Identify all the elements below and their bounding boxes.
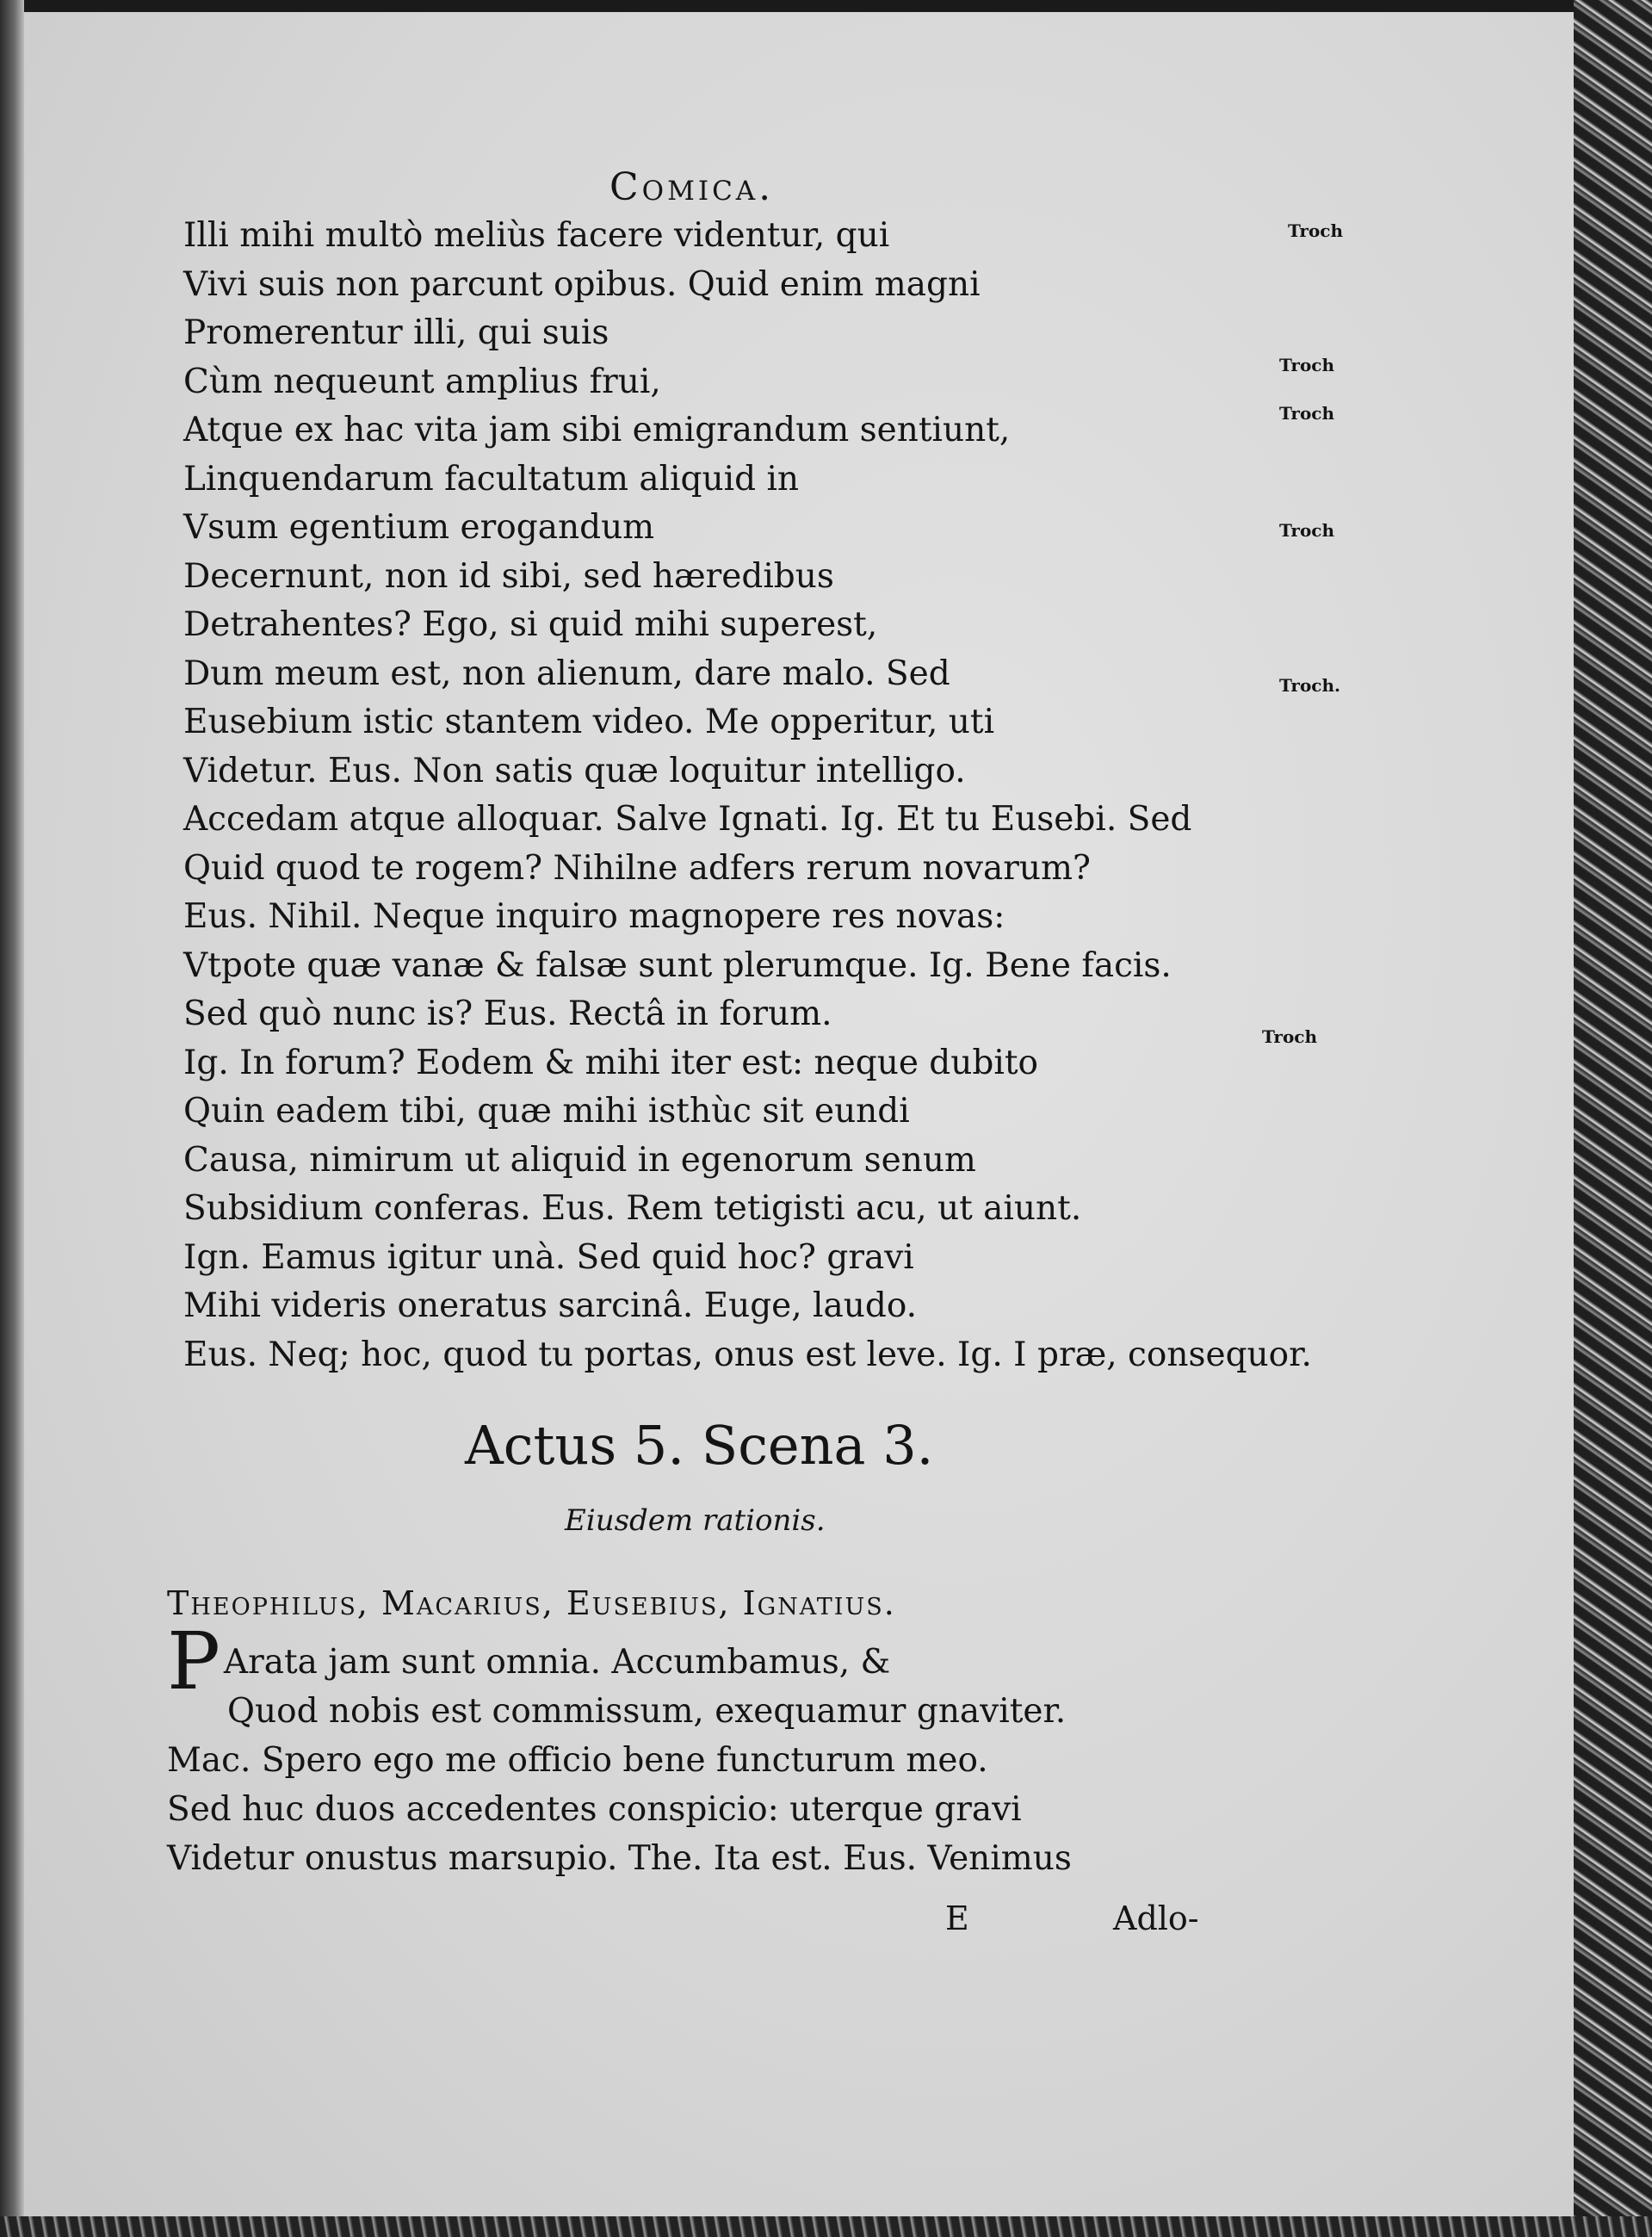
act-subheading: Eiusdem rationis. (565, 1503, 826, 1538)
margin-note-troch: Troch (1262, 1026, 1318, 1047)
verse-line: Dum meum est, non alienum, dare malo. Sed (183, 654, 950, 693)
verse-line: Linquendarum facultatum aliquid in (183, 459, 800, 499)
margin-note-troch: Troch (1279, 520, 1335, 541)
running-head: Comica. (609, 165, 775, 209)
verse-line: Sed quò nunc is? Eus. Rectâ in forum. (183, 995, 832, 1033)
verse-line: Quin eadem tibi, quæ mihi isthùc sit eundi (183, 1092, 910, 1131)
verse-line: Eus. Neq; hoc, quod tu portas, onus est leve. Ig. I præ, consequor. (183, 1335, 1312, 1374)
margin-note-troch: Troch (1288, 220, 1344, 241)
verse-line: Accedam atque alloquar. Salve Ignati. Ig. Et tu Eusebi. Sed (183, 800, 1192, 839)
verse-line: Mihi videris oneratus sarcinâ. Euge, laudo. (183, 1286, 918, 1325)
verse-line: Promerentur illi, qui suis (183, 313, 609, 352)
verse-line: Atque ex hac vita jam sibi emigrandum sentiunt, (183, 411, 1011, 449)
margin-note-troch: Troch. (1279, 675, 1340, 696)
verse-block (183, 212, 1312, 1379)
act-heading: Actus 5. Scena 3. (465, 1414, 934, 1477)
scene-line: Quod nobis est commissum, exequamur gnaviter. (227, 1692, 1067, 1731)
verse-line: Quid quod te rogem? Nihilne adfers rerum novarum? (183, 848, 1091, 888)
verse-line: Videtur. Eus. Non satis quæ loquitur intelligo. (183, 751, 966, 790)
verse-line: Vsum egentium erogandum (183, 508, 655, 547)
verse-line: Eus. Nihil. Neque inquiro magnopere res novas: (183, 897, 1005, 936)
margin-note-troch: Troch (1279, 403, 1335, 424)
verse-line: Ig. In forum? Eodem & mihi iter est: neque dubito (183, 1043, 1038, 1082)
verse-line: Detrahentes? Ego, si quid mihi superest, (183, 605, 878, 644)
verse-line: Eusebium istic stantem video. Me opperitur, uti (183, 703, 995, 741)
signature-mark: E (945, 1899, 969, 1937)
scene-line: Videtur onustus marsupio. The. Ita est. Eus. Venimus (167, 1839, 1072, 1878)
drop-cap: P (167, 1615, 220, 1707)
marbled-cover-bottom (0, 2216, 1652, 2237)
scene-line: Arata jam sunt omnia. Accumbamus, & (223, 1643, 891, 1682)
catchword: Adlo- (1113, 1899, 1199, 1937)
book-page (24, 12, 1574, 2216)
verse-line: Cùm nequeunt amplius frui, (183, 362, 661, 401)
verse-line: Illi mihi multò meliùs facere videntur, qui (183, 216, 890, 255)
verse-line: Ign. Eamus igitur unà. Sed quid hoc? gravi (183, 1237, 914, 1277)
verse-line: Vivi suis non parcunt opibus. Quid enim magni (183, 264, 981, 304)
book-gutter (0, 0, 24, 2237)
marbled-cover-edge (1574, 0, 1652, 2237)
verse-line: Decernunt, non id sibi, sed hæredibus (183, 556, 834, 596)
scene-line: Mac. Spero ego me officio bene functurum meo. (167, 1741, 988, 1780)
scene-verse-block (167, 1615, 1072, 1883)
cast-list: Theophilus, Macarius, Eusebius, Ignatius. (167, 1584, 896, 1622)
verse-line: Subsidium conferas. Eus. Rem tetigisti acu, ut aiunt. (183, 1189, 1082, 1228)
margin-note-troch: Troch (1279, 355, 1335, 375)
verse-line: Vtpote quæ vanæ & falsæ sunt plerumque. Ig. Bene facis. (183, 945, 1172, 985)
verse-line: Causa, nimirum ut aliquid in egenorum senum (183, 1140, 976, 1180)
scene-line: Sed huc duos accedentes conspicio: uterque gravi (167, 1790, 1022, 1829)
